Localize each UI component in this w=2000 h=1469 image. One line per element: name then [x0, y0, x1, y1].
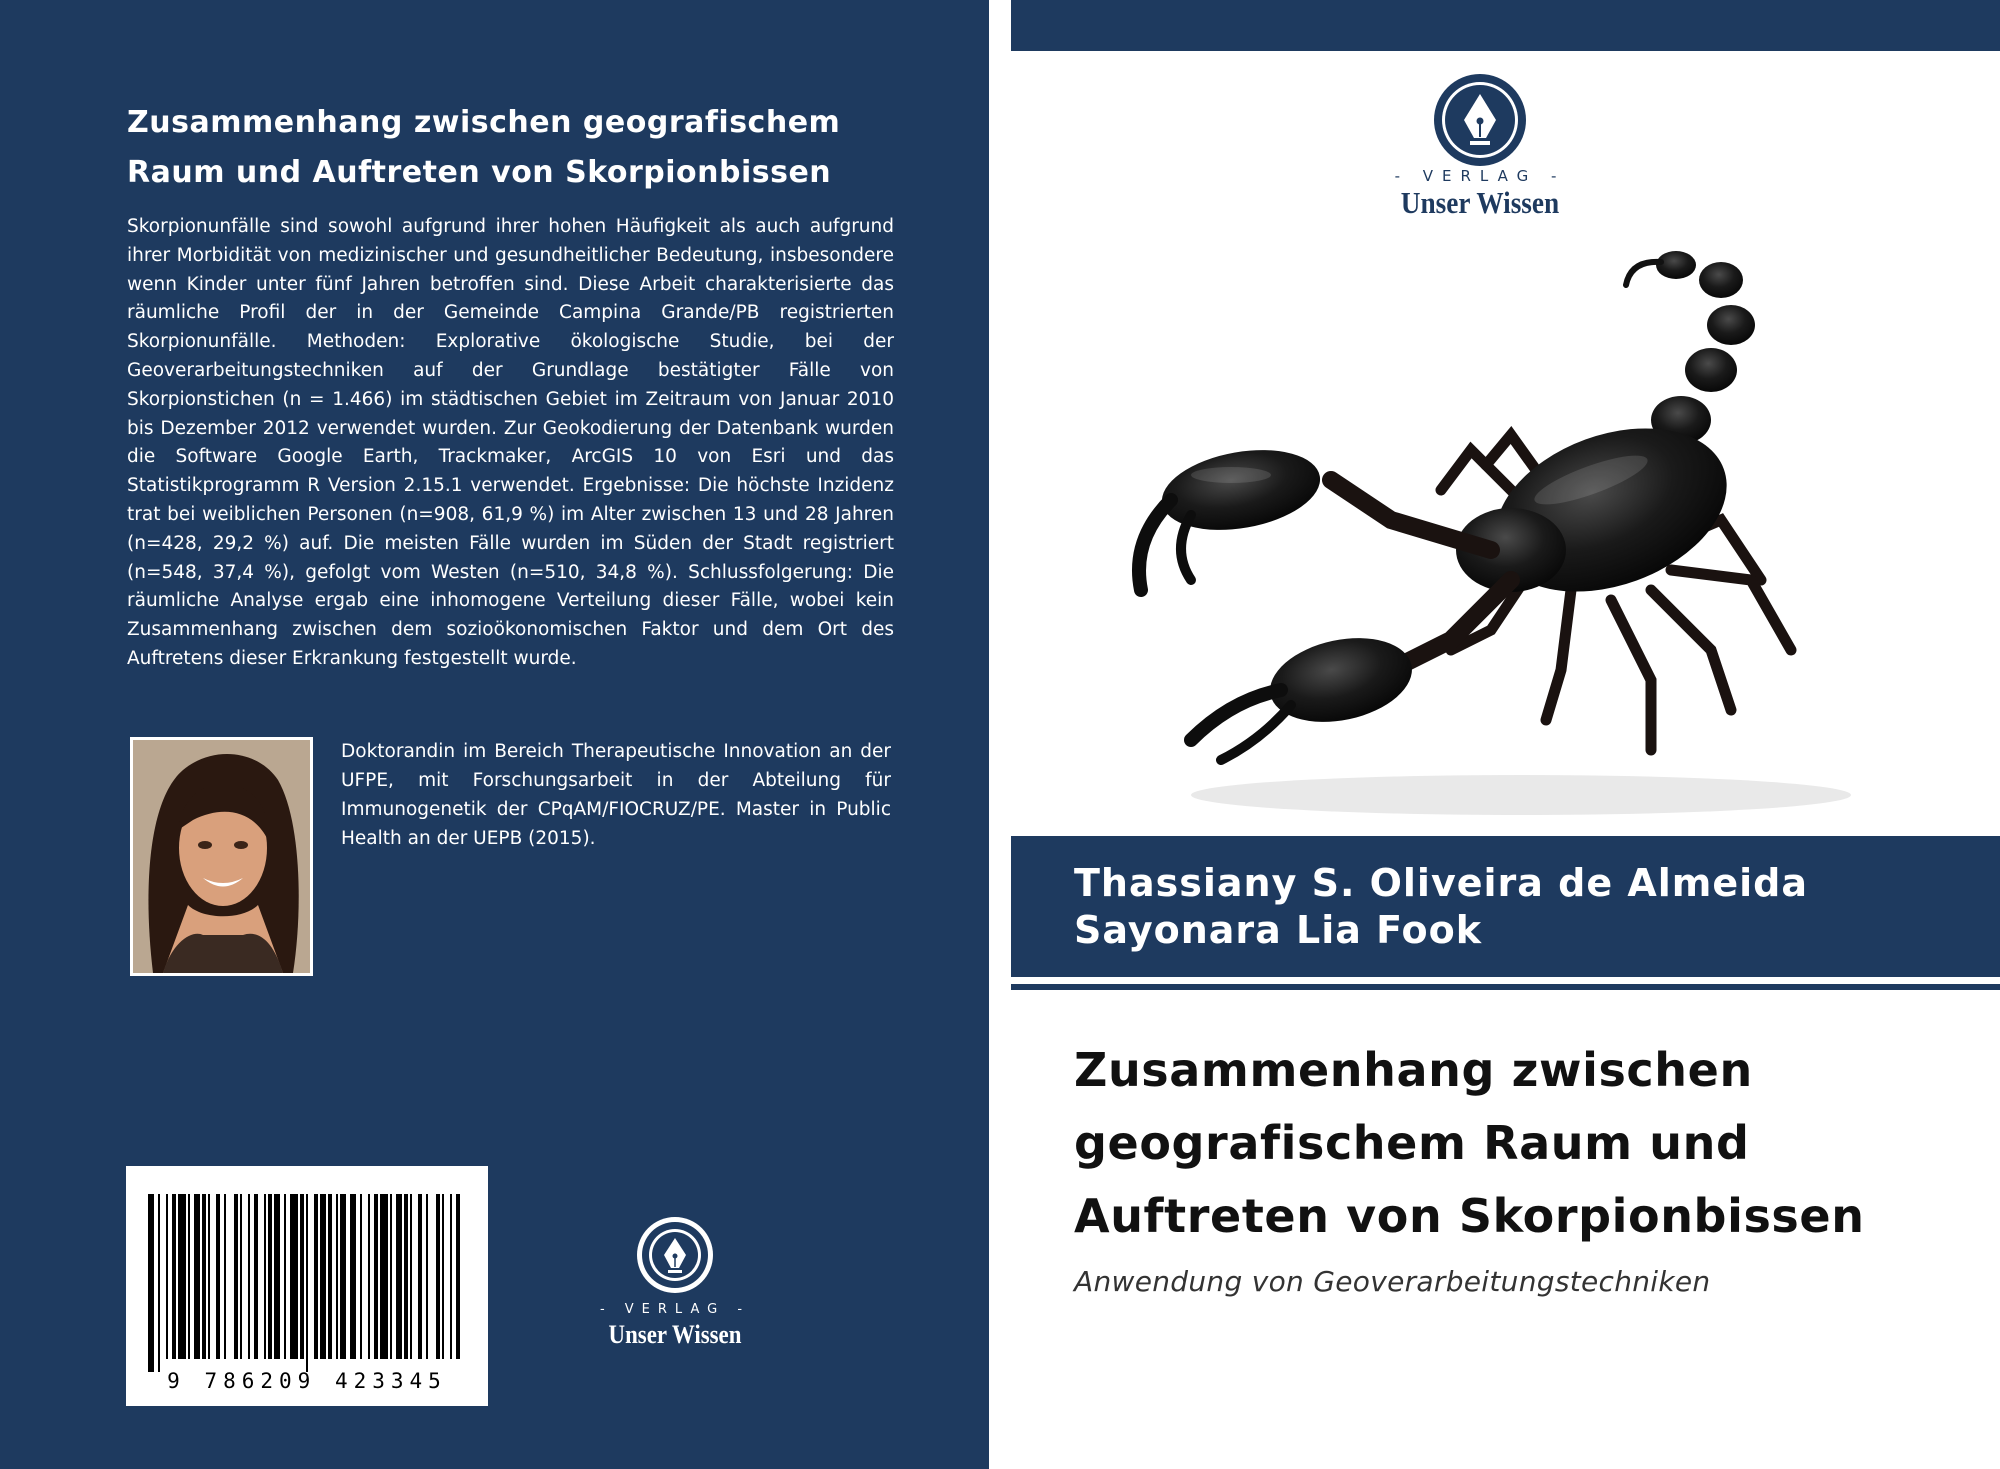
barcode-bar: [166, 1194, 168, 1359]
spine: [989, 0, 1011, 1469]
barcode-bar: [290, 1194, 298, 1359]
barcode-bar: [380, 1194, 388, 1359]
barcode-bar: [456, 1194, 460, 1359]
barcode-bar: [360, 1194, 362, 1359]
barcode-bar: [418, 1194, 422, 1359]
barcode-bar: [208, 1194, 210, 1359]
book-subtitle: Anwendung von Geoverarbeitungstechniken: [1074, 1265, 1711, 1298]
barcode-bar: [336, 1194, 338, 1359]
barcode-bar: [306, 1194, 308, 1372]
barcode-bar: [374, 1194, 378, 1359]
barcode-bar: [254, 1194, 258, 1359]
barcode-bar: [368, 1194, 370, 1359]
barcode-bar: [390, 1194, 392, 1359]
title-line: Auftreten von Skorpionbissen: [1074, 1189, 1865, 1243]
divider-rule: [1011, 984, 2000, 990]
barcode-bar: [178, 1194, 186, 1359]
barcode-bar: [194, 1194, 200, 1359]
barcode-bar: [248, 1194, 250, 1359]
scorpion-photo: [1091, 250, 1891, 830]
barcode-bar: [284, 1194, 286, 1359]
front-cover: [1011, 0, 2000, 1469]
barcode-bar: [410, 1194, 412, 1359]
publisher-logo-back: [575, 1210, 775, 1350]
barcode-bar: [274, 1194, 280, 1359]
publisher-logo-front: [1360, 72, 1600, 232]
barcode-bar: [320, 1194, 326, 1359]
barcode-bar: [172, 1194, 176, 1359]
publisher-name: Unser Wissen: [608, 1320, 742, 1349]
author-name: Thassiany S. Oliveira de Almeida: [1074, 861, 1809, 905]
barcode-bar: [188, 1194, 190, 1359]
book-title: [1074, 1034, 1974, 1253]
verlag-label: - VERLAG -: [599, 1302, 751, 1317]
barcode-bar: [240, 1194, 242, 1359]
pen-nib-icon: [1360, 72, 1600, 168]
barcode-bar: [268, 1194, 272, 1359]
barcode-bar: [234, 1194, 238, 1359]
author-names: [1074, 860, 1808, 954]
barcode-bar: [350, 1194, 356, 1359]
back-cover-title: [127, 98, 907, 198]
barcode-bar: [216, 1194, 220, 1359]
author-bio: Doktorandin im Bereich Therapeutische Innovation an der UFPE, mit Forschungsarbeit in der Abteilung für Immunogenetik der CPqAM/FIOCRUZ/PE. Master in Public Health an der UEPB (2015).: [341, 741, 891, 849]
verlag-label: - VERLAG -: [1394, 167, 1566, 185]
barcode-bar: [300, 1194, 304, 1359]
back-cover: [0, 0, 989, 1469]
barcode-bar: [224, 1194, 226, 1359]
title-line: Zusammenhang zwischen: [1074, 1043, 1753, 1097]
author-name: Sayonara Lia Fook: [1074, 908, 1483, 952]
barcode: [126, 1166, 488, 1406]
publisher-name: Unser Wissen: [1400, 185, 1560, 220]
barcode-bar: [404, 1194, 408, 1359]
barcode-bar: [442, 1194, 444, 1359]
barcode-bar: [450, 1194, 452, 1359]
barcode-bar: [396, 1194, 402, 1359]
back-title-line: Zusammenhang zwischen geografischem: [127, 105, 841, 140]
top-band: [1011, 0, 2000, 51]
barcode-bar: [264, 1194, 266, 1359]
barcode-bar: [158, 1194, 160, 1372]
title-line: geografischem Raum und: [1074, 1116, 1750, 1170]
barcode-number: 9 786209 423345: [167, 1369, 447, 1393]
author-photo: [130, 737, 313, 976]
author-band: [1011, 836, 2000, 977]
abstract-text: Skorpionunfälle sind sowohl aufgrund ihrer hohen Häufigkeit als auch aufgrund ihrer Morbidität von medizinischer und gesundheitlicher Bedeutung, insbesondere wenn Kinder unter fünf Jahren betroffen sind. Diese Arbeit charakterisierte das räumliche Profil der in der Gemeinde Campina Grande/PB registrierten Skorpionunfälle. Methoden: Explorative ökologische Studie, bei der Geoverarbeitungstechniken auf der Grundlage bestätigter Fälle von Skorpionstichen (n = 1.466) im städtischen Gebiet im Zeitraum von Januar 2010 bis Dezember 2012 verwendet wurden. Zur Geokodierung der Datenbank wurden die Software Google Earth, Trackmaker, ArcGIS 10 von Esri und das Statistikprogramm R Version 2.15.1 verwendet. Ergebnisse: Die höchste Inzidenz trat bei weiblichen Personen (n=908, 61,9 %) im Alter zwischen 13 und 28 Jahren (n=428, 29,2 %) auf. Die meisten Fälle wurden im Süden der Stadt registriert (n=548, 37,4 %), gefolgt vom Westen (n=510, 34,8 %). Schlussfolgerung: Die räumliche Analyse ergab eine inhomogene Verteilung dieser Fälle, wobei kein Zusammenhang zwischen dem sozioökonomischen Faktor und dem Ort des Auftretens dieser Erkrankung festgestellt wurde.: [127, 216, 894, 669]
barcode-bar: [426, 1194, 428, 1359]
barcode-bar: [314, 1194, 318, 1359]
back-title-line: Raum und Auftreten von Skorpionbissen: [127, 155, 832, 190]
barcode-bar: [340, 1194, 346, 1359]
barcode-bar: [436, 1194, 440, 1359]
pen-nib-icon: [575, 1210, 775, 1300]
barcode-bar: [148, 1194, 154, 1372]
barcode-bar: [328, 1194, 332, 1359]
barcode-bar: [202, 1194, 206, 1359]
